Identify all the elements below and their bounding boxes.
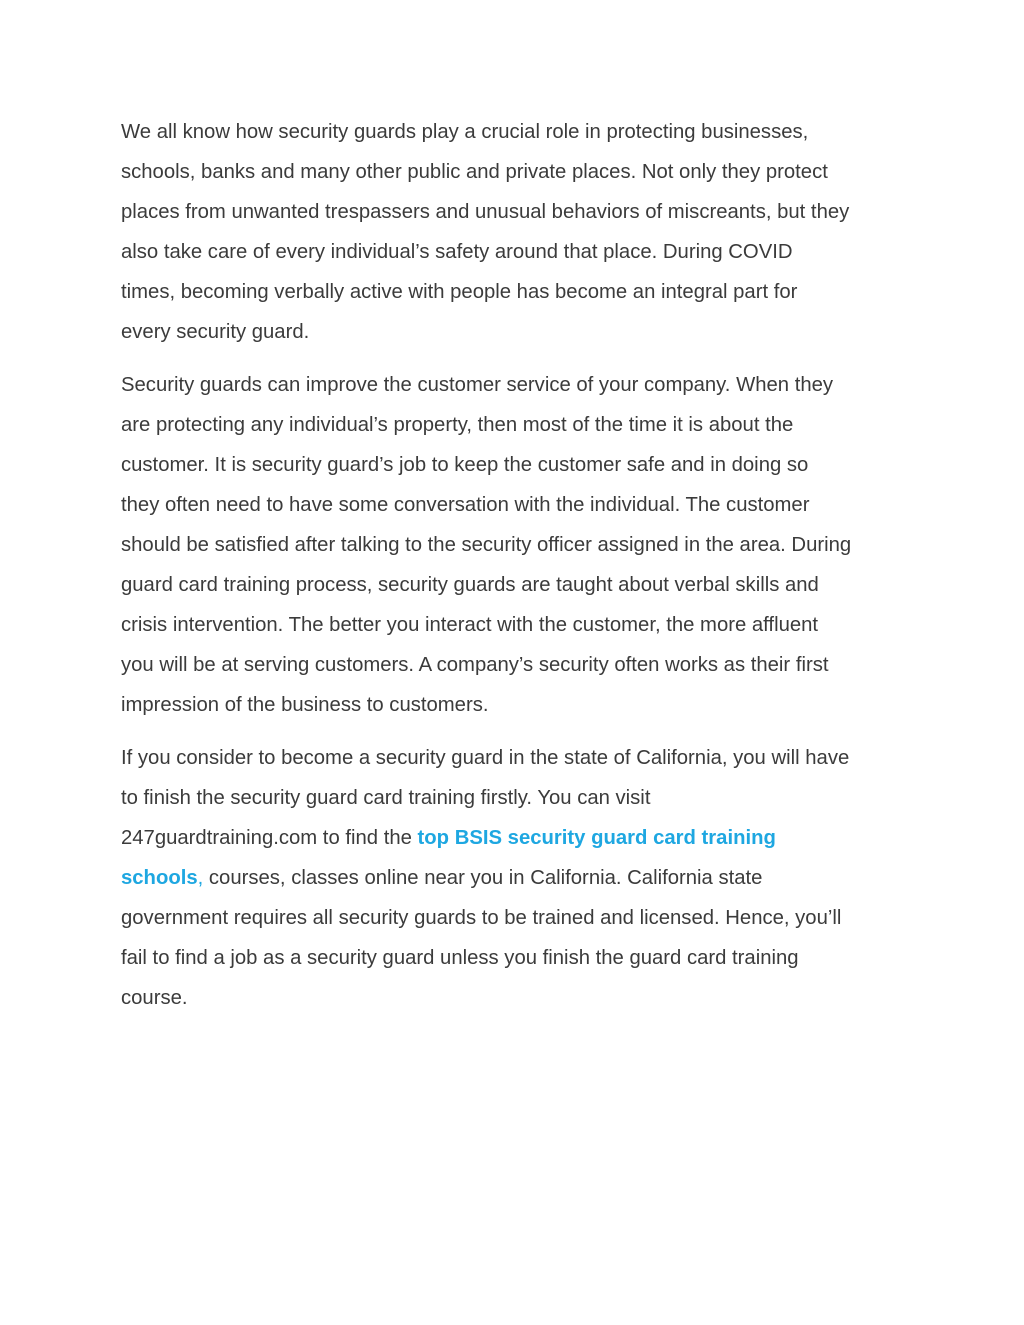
text-line: also take care of every individual’s safety around that place. During COVID <box>121 241 793 263</box>
text-line: crisis intervention. The better you interact with the customer, the more affluent <box>121 614 819 636</box>
text-line-with-link <box>121 858 911 898</box>
text-line: course. <box>121 987 188 1009</box>
paragraph-intro <box>121 112 911 352</box>
text-line: customer. It is security guard’s job to keep the customer safe and in doing so <box>121 454 809 476</box>
text-segment: 247guardtraining.com to find the <box>121 827 418 849</box>
text-line: are protecting any individual’s property, then most of the time it is about the <box>121 414 794 436</box>
text-line: should be satisfied after talking to the security officer assigned in the area. During <box>121 534 852 556</box>
training-schools-link-continued[interactable]: schools <box>121 867 198 889</box>
text-line: schools, banks and many other public and private places. Not only they protect <box>121 161 828 183</box>
text-line: guard card training process, security guards are taught about verbal skills and <box>121 574 819 596</box>
text-line: impression of the business to customers. <box>121 694 489 716</box>
paragraph-california <box>121 738 911 1018</box>
text-line: they often need to have some conversation with the individual. The customer <box>121 494 810 516</box>
text-line: to finish the security guard card training firstly. You can visit <box>121 787 651 809</box>
text-line: Security guards can improve the customer service of your company. When they <box>121 374 834 396</box>
document-body <box>121 112 911 1031</box>
training-schools-link[interactable]: top BSIS security guard card training <box>417 827 776 849</box>
text-line: government requires all security guards to be trained and licensed. Hence, you’ll <box>121 907 842 929</box>
text-line: you will be at serving customers. A company’s security often works as their first <box>121 654 829 676</box>
text-line: fail to find a job as a security guard unless you finish the guard card training <box>121 947 799 969</box>
text-line: If you consider to become a security guard in the state of California, you will have <box>121 747 850 769</box>
text-line: We all know how security guards play a crucial role in protecting businesses, <box>121 121 809 143</box>
text-line-with-link <box>121 818 911 858</box>
text-line: every security guard. <box>121 321 310 343</box>
link-comma: , <box>197 867 204 889</box>
text-line: places from unwanted trespassers and unusual behaviors of miscreants, but they <box>121 201 850 223</box>
paragraph-customer-service <box>121 365 911 725</box>
text-segment: courses, classes online near you in California. California state <box>203 867 763 889</box>
text-line: times, becoming verbally active with people has become an integral part for <box>121 281 798 303</box>
